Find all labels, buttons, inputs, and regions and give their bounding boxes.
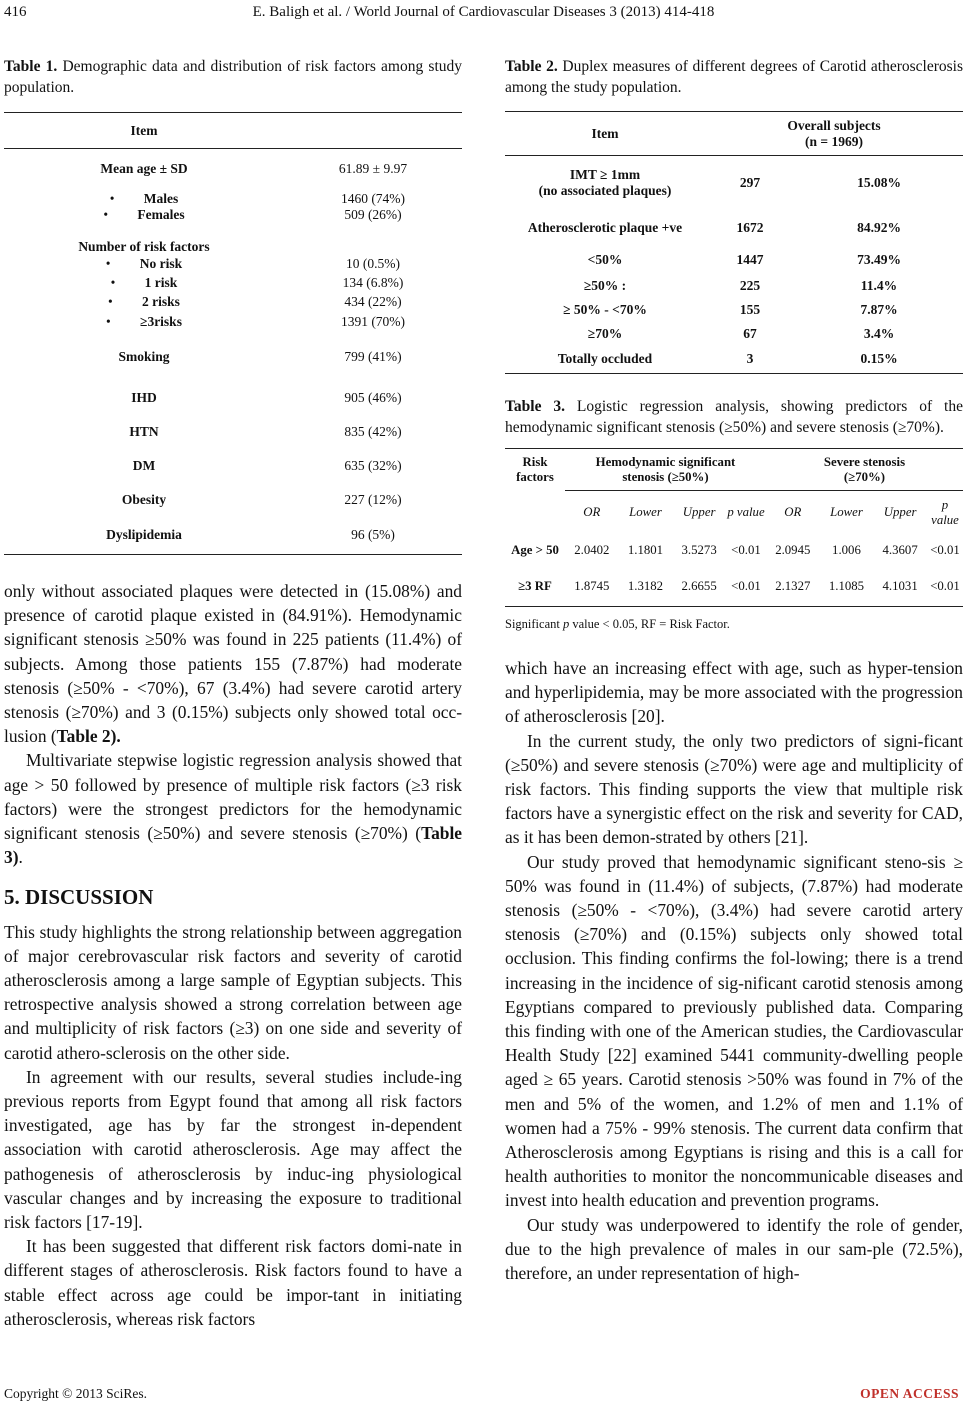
table2-row-label: IMT ≥ 1mm (no associated plaques) <box>538 166 672 198</box>
paragraph: It has been suggested that different risk factors domi-nate in different stages of atherosclerosis. Risk factors found to have a stable effect across age could be impor-tant in initiating atherosclerosis, whereas risk factors <box>4 1236 462 1329</box>
table1-row-label: HTN <box>129 423 159 439</box>
paragraph: Our study proved that hemodynamic significant steno-sis ≥ 50% was found in (11.4%) of subjects, (7.87%) had moderate stenosis (≥50% - <70%), (3.4%) had severe carotid artery stenosis (≥70%) and (0.15%) subjects only showed total occlusion. This finding confirms the fol-lowing; there is a trend increasing in the incidence of sig-nificant carotid stenosis among Egyptians compared to previously published data. Comparing this finding with one of the American studies, the Cardiovascular Health Study [22] examined 5441 community-dwelling people aged ≥ 65 years. Carotid stenosis >50% was found in 7% of the men and 5% of the women, and 1.2% of men and 1.1% of women had a 75% - 99% stenosis. The current data confirm that Atherosclerosis among Egyptians is rising and this is a call for health authorities to monitor the noncommunicable diseases and invest into health education and prevention programs. <box>505 851 963 1211</box>
table3-row-factor: ≥3 RF <box>518 578 552 593</box>
table2-row-label: ≥50% : <box>583 277 627 293</box>
table3-cell: 2.6655 <box>681 578 717 593</box>
table2-row-count: 3 <box>746 351 754 367</box>
table3-note: Significant p value < 0.05, RF = Risk Factor. <box>505 617 730 631</box>
table1-row-label: Dyslipidemia <box>106 527 182 543</box>
table3-cell: 1.1085 <box>828 578 865 593</box>
table3-cell: <0.01 <box>930 543 960 557</box>
table2-row-count: 297 <box>739 174 761 190</box>
table1-row-value: 905 (46%) <box>344 389 402 405</box>
table2-label: Table 2. <box>505 58 558 75</box>
table1-row-label: DM <box>132 457 156 473</box>
table2-row-percent: 11.4% <box>860 277 898 293</box>
table1-row-label: 2 risks <box>142 294 180 309</box>
table2-row-count: 67 <box>743 325 757 341</box>
paragraph: only without associated plaques were detected in (15.08%) and presence of carotid plaque existed in (84.91%). Hemodynamic significant stenosis ≥50% was found in 225 patients (11.4%) of subjects. Among those patients 155 (7.87%) had moderate stenosis (≥50% - <70%), 67 (3.4%) had severe carotid artery stenosis (≥70%) and 3 (0.15%) subjects only showed total occ-lusion (Table 2). <box>4 581 462 747</box>
table3-subheader: Lower <box>629 505 662 520</box>
table2-row-count: 155 <box>739 301 761 317</box>
running-title: E. Baligh et al. / World Journal of Cardiovascular Diseases 3 (2013) 414-418 <box>252 4 715 20</box>
table3-header-hemodynamic: Hemodynamic significant stenosis (≥50%) <box>565 449 766 491</box>
table3-subheader: Upper <box>883 505 917 520</box>
table1-row-value: 799 (41%) <box>344 348 402 364</box>
table3-cell: 4.1031 <box>882 578 918 593</box>
table3-subheader: OR <box>784 505 802 520</box>
table3-subheader: p value <box>727 505 765 520</box>
table2-caption <box>505 56 963 98</box>
table1-row-label: Smoking <box>118 348 170 364</box>
table1-row-value: 835 (42%) <box>344 423 402 439</box>
paragraph: In agreement with our results, several studies include-ing previous reports from Egypt found that among all risk factors investigated, age has by far the strongest in-dependent association with carotid atherosclerosis. Age may affect the pathogenesis of atherosclerosis by induc-ing physiological vascular changes and by increasing the exposure to traditional risk factors [17-19]. <box>4 1066 462 1233</box>
table1-row-label: IHD <box>131 389 157 405</box>
table2-row-percent: 84.92% <box>857 219 901 235</box>
table2-row-percent: 15.08% <box>857 174 901 190</box>
table2 <box>505 111 963 374</box>
table1-row-value: 10 (0.5%) <box>346 256 400 271</box>
table1-row-value: 509 (26%) <box>344 206 402 222</box>
table1-row-label: Mean age ± SD <box>100 160 188 176</box>
table3-subheader: OR <box>583 505 601 520</box>
paragraph: This study highlights the strong relationship between aggregation of major cerebrovascular risk factors and severity of carotid atherosclerosis among a large sample of Egyptian subjects. This retrospective analysis showed a strong correlation between age and multiplicity of risk factors (≥3) on one side and severity of carotid athero-sclerosis on the other side. <box>4 921 462 1063</box>
table1-label: Table 1. <box>4 58 58 75</box>
table3-header-risk: Risk factors <box>516 454 554 484</box>
table1-row-label: Obesity <box>121 491 167 507</box>
left-body <box>4 579 462 1331</box>
table3-cell: 2.0402 <box>574 543 610 557</box>
right-column <box>505 48 963 1285</box>
table3-cell: 2.1327 <box>775 578 811 593</box>
table3-cell: 4.3607 <box>882 543 918 557</box>
table1-row-value: 434 (22%) <box>344 294 402 309</box>
table3-row-factor: Age > 50 <box>511 543 559 557</box>
table1-row-value: 61.89 ± 9.97 <box>338 160 408 176</box>
table1 <box>4 112 462 555</box>
copyright: Copyright © 2013 SciRes. <box>4 1386 148 1401</box>
table2-row-label: Atherosclerotic plaque +ve <box>527 219 683 235</box>
table2-row-count: 1447 <box>736 251 764 267</box>
table1-row-label: Number of risk factors <box>78 238 210 254</box>
open-access-badge: OPEN ACCESS <box>860 1386 959 1401</box>
left-column <box>4 48 462 1331</box>
table3-cell: 1.3182 <box>627 578 664 593</box>
table3-caption-text: Logistic regression analysis, showing predictors of the hemodynamic significant stenosis (≥50%) and severe stenosis (≥70%). <box>505 398 963 436</box>
table3-cell: 2.0945 <box>775 543 811 557</box>
table1-row-label: No risk <box>139 256 183 271</box>
table1-row-label: ≥3risks <box>140 314 182 329</box>
table2-caption-text: Duplex measures of different degrees of Carotid atherosclerosis among the study population. <box>505 58 963 96</box>
right-body <box>505 656 963 1285</box>
table2-row-percent: 3.4% <box>863 325 895 341</box>
table3-subheader: p value <box>931 497 959 527</box>
bullet-icon: • <box>108 294 113 309</box>
table1-row-value: 134 (6.8%) <box>342 275 404 290</box>
table2-row-percent: 73.49% <box>857 251 901 267</box>
table3-cell: 1.006 <box>832 543 861 557</box>
table3-label: Table 3. <box>505 398 565 415</box>
table1-row-value: 1391 (70%) <box>340 314 406 329</box>
page-number: 416 <box>4 4 27 20</box>
table1-header-item: Item <box>130 122 158 138</box>
table3-cell: <0.01 <box>731 578 761 593</box>
table3-cell: <0.01 <box>930 578 960 593</box>
table3-cell: 1.8745 <box>574 578 610 593</box>
table2-header-item: Item <box>591 125 619 141</box>
table-reference: Table 2). <box>56 726 121 747</box>
table1-row-label: Females <box>137 206 185 222</box>
table1-row-label: 1 risk <box>144 275 178 290</box>
table1-row-value: 96 (5%) <box>351 527 395 543</box>
paragraph: Multivariate stepwise logistic regression analysis showed that age > 50 followed by presence of multiple risk factors (≥3 risk factors) were the strongest predictors for the hemodynamic significant stenosis (≥50%) and severe stenosis (≥70%) (Table 3). <box>4 750 462 868</box>
table1-row-label: Males <box>143 190 179 206</box>
bullet-icon: • <box>105 256 111 271</box>
table2-row-label: <50% <box>587 251 623 267</box>
table3-cell: 1.1801 <box>627 543 664 557</box>
table3 <box>505 448 963 607</box>
table-reference: Table 3) <box>4 823 462 868</box>
paragraph: Our study was underpowered to identify the role of gender, due to the high prevalence of males in our sam-ple (72.5%), therefore, an under representation of high- <box>505 1214 963 1284</box>
table1-row-value: 227 (12%) <box>344 491 402 507</box>
table3-cell: <0.01 <box>731 543 761 557</box>
table2-row-count: 225 <box>739 277 761 293</box>
table1-row-value: 1460 (74%) <box>340 190 406 206</box>
table3-subheader: Upper <box>682 505 716 520</box>
table3-cell: 3.5273 <box>681 543 717 557</box>
table2-header-overall: Overall subjects (n = 1969) <box>787 117 881 149</box>
table2-row-label: ≥70% <box>587 325 623 341</box>
table1-caption-text: Demographic data and distribution of risk factors among study population. <box>4 58 463 96</box>
paragraph: In the current study, the only two predictors of signi-ficant (≥50%) and severe stenosis (≥70%) were age and multiplicity of risk factors. This finding supports the view that multiple risk factors have a synergistic effect on the risk and severity for CAD, as it has been demon-strated by others [21]. <box>505 730 963 848</box>
bullet-icon: • <box>110 275 116 290</box>
table2-row-count: 1672 <box>736 219 764 235</box>
table3-header-severe: Severe stenosis (≥70%) <box>766 449 963 491</box>
table3-subheader: Lower <box>830 505 863 520</box>
table2-row-percent: 7.87% <box>860 301 898 317</box>
table1-caption <box>4 56 462 98</box>
table2-row-label: Totally occluded <box>557 351 653 367</box>
table2-row-percent: 0.15% <box>860 351 898 367</box>
bullet-icon: • <box>109 190 115 206</box>
table1-row-value: 635 (32%) <box>344 457 402 473</box>
table2-row-label: ≥ 50% - <70% <box>563 301 647 317</box>
paragraph: which have an increasing effect with age, such as hyper-tension and hyperlipidemia, may be more associated with the progression of atherosclerosis [20]. <box>505 658 963 727</box>
bullet-icon: • <box>106 314 111 329</box>
bullet-icon: • <box>103 206 109 222</box>
table3-caption <box>505 396 963 438</box>
section-heading: 5. DISCUSSION <box>4 885 154 910</box>
